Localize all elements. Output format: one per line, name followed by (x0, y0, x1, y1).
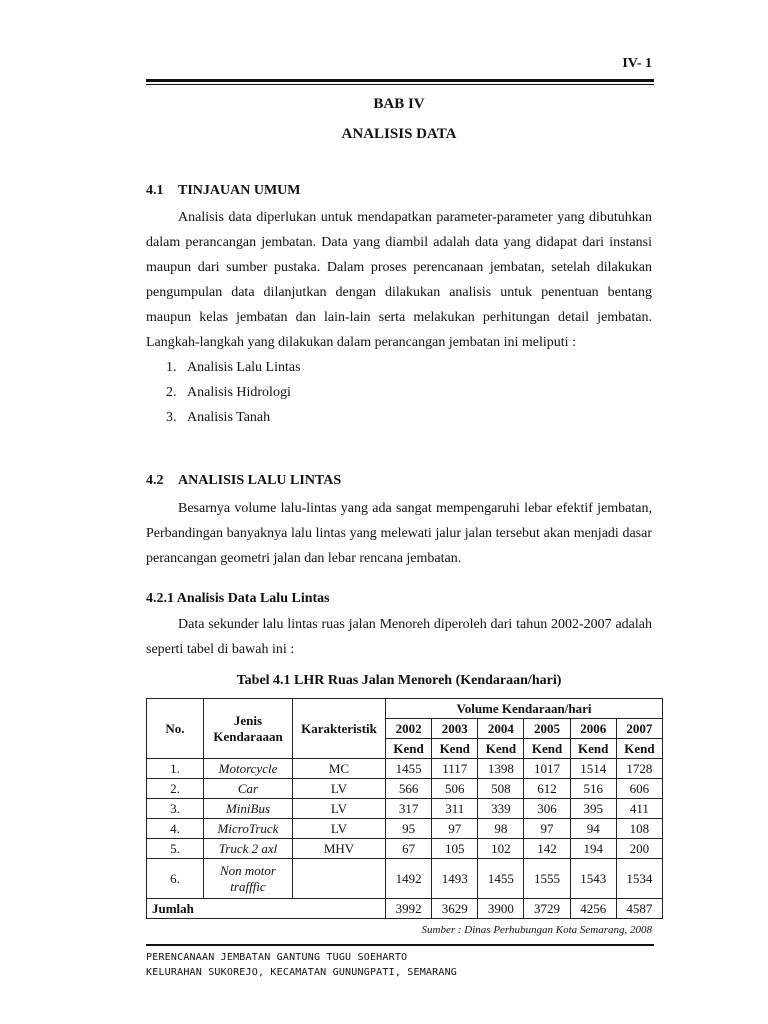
section-4-2-1-paragraph: Data sekunder lalu lintas ruas jalan Menoreh diperoleh dari tahun 2002-2007 adalah seperti tabel di bawah ini : (146, 617, 652, 657)
table-row: 1. Motorcycle MC 1455 1117 1398 1017 1514 1728 (147, 759, 663, 779)
section-4-2-1-title: Analisis Data Lalu Lintas (176, 591, 330, 606)
year-header: 2003 (432, 719, 478, 739)
section-4-1-heading (146, 183, 301, 199)
analysis-list (166, 355, 301, 430)
col-header-volume: Volume Kendaraan/hari (386, 699, 663, 719)
year-header: 2004 (478, 719, 524, 739)
table-caption: Tabel 4.1 LHR Ruas Jalan Menoreh (Kendaraan/hari) (236, 673, 562, 688)
section-4-2-paragraph: Besarnya volume lalu-lintas yang ada sangat mempengaruhi lebar efektif jembatan, Perbandingan banyaknya lalu lintas yang melewati jalur jalan tersebut akan menjadi dasar perancangan geometri jalan dan lebar rencana jembatan. (146, 501, 652, 566)
table-row: 3. MiniBus LV 317 311 339 306 395 411 (147, 799, 663, 819)
list-item: 3. Analisis Tanah (166, 410, 271, 425)
table-row: 5. Truck 2 axl MHV 67 105 102 142 194 200 (147, 839, 663, 859)
total-row: Jumlah 3992 3629 3900 3729 4256 4587 (147, 899, 663, 919)
section-4-2-number: 4.2 (146, 473, 164, 488)
chapter-title: ANALISIS DATA (341, 126, 457, 142)
page-number: IV- 1 (622, 56, 652, 71)
section-4-1-number: 4.1 (146, 183, 164, 198)
unit-header: Kend (432, 739, 478, 759)
footer-rule (146, 944, 654, 946)
unit-header: Kend (524, 739, 570, 759)
footer-line-1: PERENCANAAN JEMBATAN GANTUNG TUGU SOEHARTO (146, 952, 408, 963)
table-source: Sumber : Dinas Perhubungan Kota Semarang, 2008 (421, 924, 652, 936)
col-header-karakteristik: Karakteristik (293, 699, 386, 759)
section-4-2-heading (146, 473, 341, 489)
year-header: 2006 (570, 719, 616, 739)
unit-header: Kend (386, 739, 432, 759)
unit-header: Kend (478, 739, 524, 759)
table-row: 2. Car LV 566 506 508 612 516 606 (147, 779, 663, 799)
chapter-number: BAB IV (373, 96, 425, 112)
lhr-table (146, 698, 663, 919)
table-row: 6. Non motor trafffic 1492 1493 1455 1555 1543 1534 (147, 859, 663, 899)
col-header-no: No. (147, 699, 204, 759)
year-header: 2007 (616, 719, 662, 739)
unit-header: Kend (616, 739, 662, 759)
table-row: 4. MicroTruck LV 95 97 98 97 94 108 (147, 819, 663, 839)
section-4-2-1-heading (146, 591, 330, 607)
footer-line-2: KELURAHAN SUKOREJO, KECAMATAN GUNUNGPATI, SEMARANG (146, 967, 458, 978)
list-item: 2. Analisis Hidrologi (166, 385, 291, 400)
header-rule-thin (146, 84, 654, 85)
section-4-2-1-number: 4.2.1 (146, 591, 174, 606)
section-4-1-paragraph: Analisis data diperlukan untuk mendapatkan parameter-parameter yang dibutuhkan dalam perancangan jembatan. Data yang diambil adalah data yang didapat dari instansi maupun dari sumber pustaka. Dalam proses perencanaan jembatan, setelah dilakukan pengumpulan data dilanjutkan dengan dilakukan analisis untuk penentuan bentang maupun kelas jembatan dan lain-lain serta melakukan perhitungan detail jembatan. Langkah-langkah yang dilakukan dalam perancangan jembatan ini meliputi : (146, 210, 652, 350)
header-rule-thick (146, 79, 654, 82)
col-header-jenis: Jenis Kendaraaan (204, 699, 293, 759)
section-4-2-title: ANALISIS LALU LINTAS (178, 473, 342, 488)
unit-header: Kend (570, 739, 616, 759)
section-4-1-title: TINJAUAN UMUM (178, 183, 301, 198)
year-header: 2002 (386, 719, 432, 739)
list-item: 1. Analisis Lalu Lintas (166, 360, 301, 375)
year-header: 2005 (524, 719, 570, 739)
